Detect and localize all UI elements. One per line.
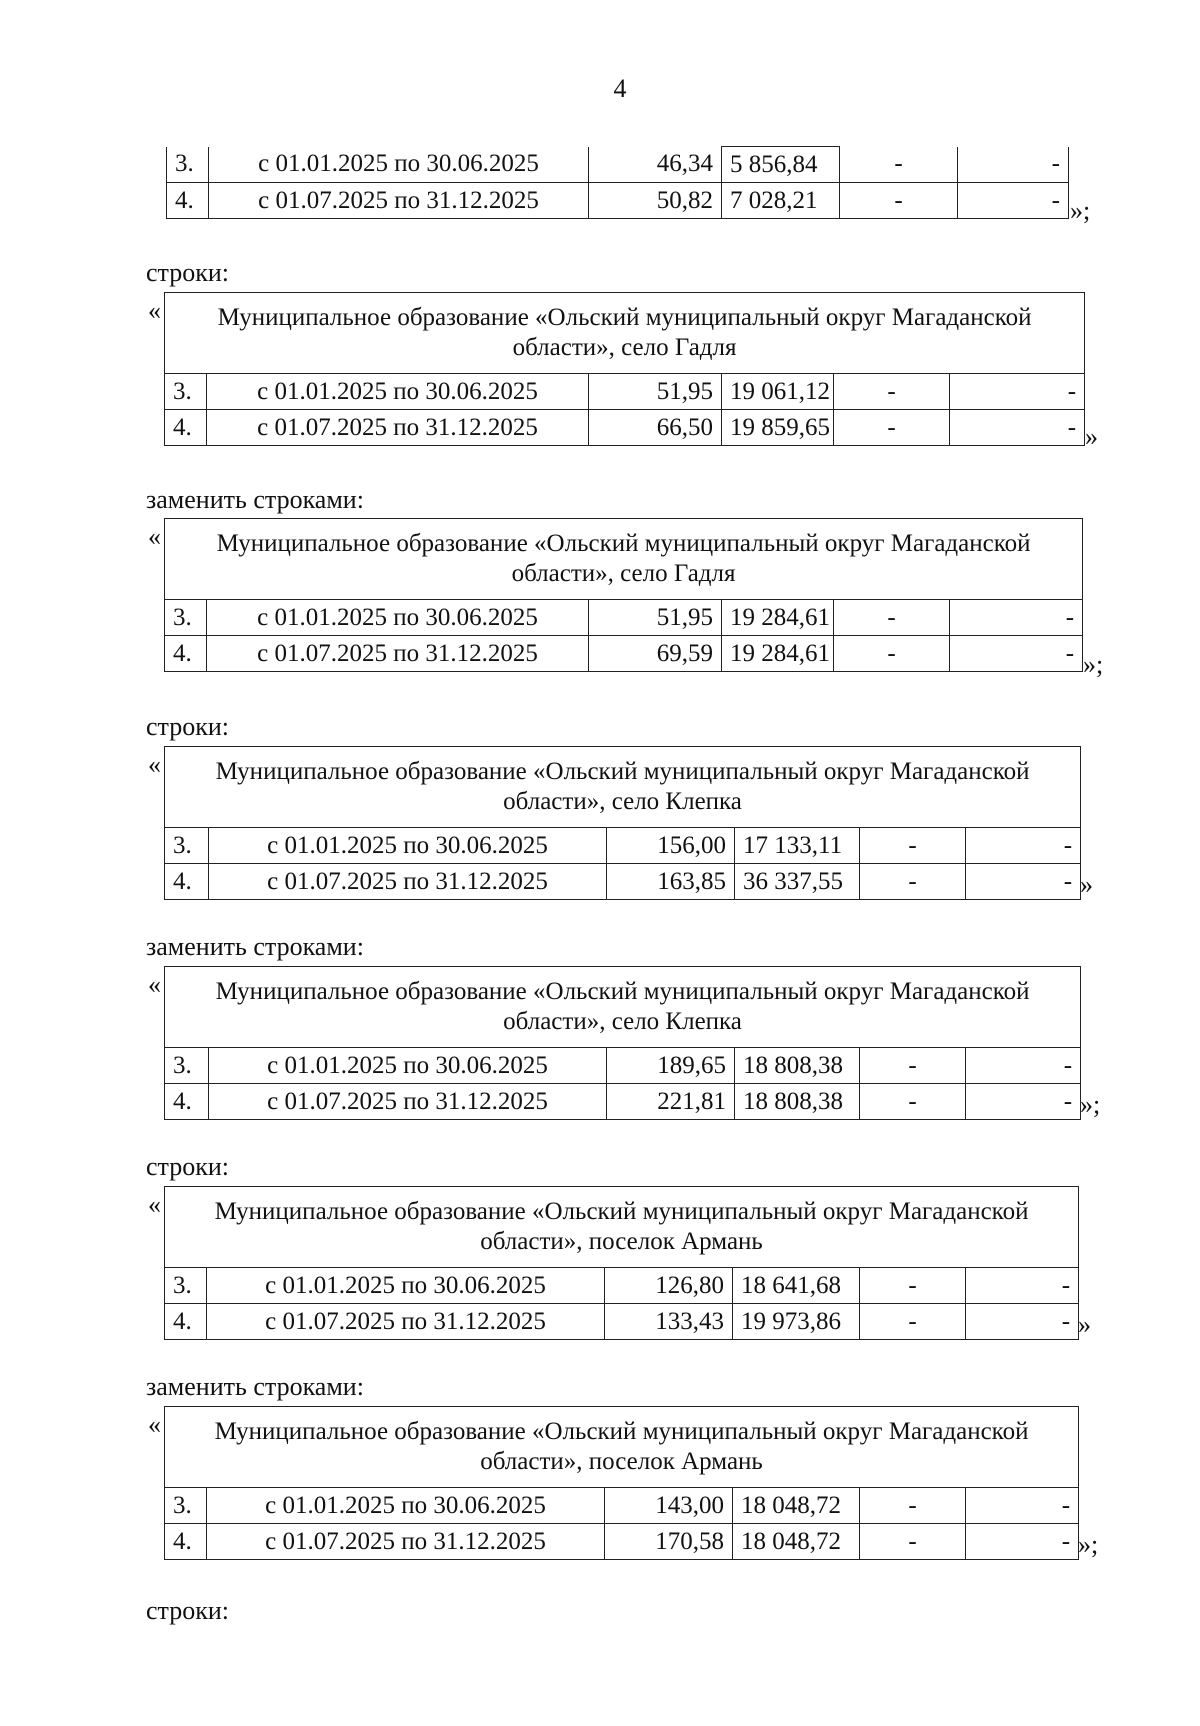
municipality-header: Муниципальное образование «Ольский муниципальный округ Магаданской области», село Гадля xyxy=(165,519,1083,600)
open-quote: « xyxy=(148,296,161,325)
row-value-2: 19 859,65 xyxy=(722,410,834,446)
table-row xyxy=(165,1524,1079,1560)
row-number: 4. xyxy=(165,410,207,446)
section-label: заменить строками: xyxy=(146,932,364,961)
row-number: 3. xyxy=(167,147,209,183)
row-dash-1: - xyxy=(860,828,966,864)
row-value-2: 18 048,72 xyxy=(733,1488,860,1524)
section-label: строки: xyxy=(146,1152,229,1181)
municipality-header: Муниципальное образование «Ольский муниципальный округ Магаданской области», поселок Армань xyxy=(165,1407,1079,1488)
table-row xyxy=(165,1304,1079,1340)
row-period: с 01.01.2025 по 30.06.2025 xyxy=(209,147,589,183)
row-number: 4. xyxy=(165,636,207,672)
row-value-2: 19 061,12 xyxy=(722,374,834,410)
top-table-close-mark: »; xyxy=(1070,196,1091,225)
table-header-row xyxy=(165,293,1085,374)
row-dash-1: - xyxy=(860,1268,966,1304)
table-row xyxy=(165,636,1083,672)
row-value-2: 18 808,38 xyxy=(735,1048,860,1084)
municipality-header: Муниципальное образование «Ольский муниципальный округ Магаданской области», село Клепка xyxy=(165,967,1081,1048)
row-value-2: 7 028,21 xyxy=(722,183,840,219)
table-row xyxy=(165,1488,1079,1524)
tariff-table xyxy=(164,1186,1079,1340)
section-label: заменить строками: xyxy=(146,1372,364,1401)
row-dash-1: - xyxy=(840,147,958,183)
top-tariff-table xyxy=(166,146,1069,219)
open-quote: « xyxy=(148,522,161,551)
footer-label: строки: xyxy=(146,1596,229,1625)
municipality-header: Муниципальное образование «Ольский муниципальный округ Магаданской области», село Гадля xyxy=(165,293,1085,374)
row-value-2: 36 337,55 xyxy=(735,864,860,900)
row-dash-2: - xyxy=(966,1488,1079,1524)
open-quote: « xyxy=(148,970,161,999)
row-dash-2: - xyxy=(966,1048,1081,1084)
municipality-header: Муниципальное образование «Ольский муниципальный округ Магаданской области», село Клепка xyxy=(165,747,1081,828)
row-value-2: 19 284,61 xyxy=(722,636,834,672)
table-row xyxy=(167,147,1069,183)
row-period: с 01.01.2025 по 30.06.2025 xyxy=(207,600,589,636)
row-value-2: 5 856,84 xyxy=(722,147,840,183)
row-period: с 01.01.2025 по 30.06.2025 xyxy=(207,1268,605,1304)
row-number: 4. xyxy=(165,1084,209,1120)
row-value-2: 18 048,72 xyxy=(733,1524,860,1560)
close-mark: »; xyxy=(1080,1090,1101,1119)
row-number: 3. xyxy=(165,374,207,410)
row-value-1: 46,34 xyxy=(589,147,722,183)
table-header-row xyxy=(165,1407,1079,1488)
row-number: 4. xyxy=(165,864,209,900)
row-number: 3. xyxy=(165,600,207,636)
row-value-1: 51,95 xyxy=(589,374,722,410)
row-value-1: 69,59 xyxy=(589,636,722,672)
row-period: с 01.07.2025 по 31.12.2025 xyxy=(209,183,589,219)
row-dash-2: - xyxy=(950,374,1085,410)
close-mark: » xyxy=(1085,422,1098,451)
row-dash-2: - xyxy=(966,1084,1081,1120)
tariff-table xyxy=(164,1406,1079,1560)
table-row xyxy=(167,183,1069,219)
row-dash-1: - xyxy=(860,1048,966,1084)
row-value-1: 221,81 xyxy=(607,1084,735,1120)
row-number: 3. xyxy=(165,828,209,864)
row-number: 4. xyxy=(167,183,209,219)
row-period: с 01.01.2025 по 30.06.2025 xyxy=(209,828,607,864)
row-number: 4. xyxy=(165,1524,207,1560)
row-dash-2: - xyxy=(966,1268,1079,1304)
row-period: с 01.07.2025 по 31.12.2025 xyxy=(209,864,607,900)
table-row xyxy=(165,600,1083,636)
row-dash-1: - xyxy=(834,600,950,636)
table-row xyxy=(165,864,1081,900)
row-period: с 01.01.2025 по 30.06.2025 xyxy=(207,1488,605,1524)
row-value-2: 19 973,86 xyxy=(733,1304,860,1340)
row-number: 4. xyxy=(165,1304,207,1340)
row-value-2: 18 808,38 xyxy=(735,1084,860,1120)
row-period: с 01.07.2025 по 31.12.2025 xyxy=(207,636,589,672)
table-header-row xyxy=(165,967,1081,1048)
table-row xyxy=(165,1048,1081,1084)
row-value-1: 51,95 xyxy=(589,600,722,636)
row-period: с 01.07.2025 по 31.12.2025 xyxy=(209,1084,607,1120)
row-dash-1: - xyxy=(840,183,958,219)
row-dash-2: - xyxy=(950,600,1083,636)
open-quote: « xyxy=(148,1410,161,1439)
tariff-table xyxy=(164,966,1081,1120)
row-value-1: 133,43 xyxy=(605,1304,733,1340)
table-header-row xyxy=(165,747,1081,828)
row-period: с 01.01.2025 по 30.06.2025 xyxy=(207,374,589,410)
row-value-2: 17 133,11 xyxy=(735,828,860,864)
table-row xyxy=(165,1268,1079,1304)
row-dash-2: - xyxy=(958,147,1069,183)
row-number: 3. xyxy=(165,1268,207,1304)
section-label: строки: xyxy=(146,258,229,287)
row-dash-2: - xyxy=(966,864,1081,900)
row-number: 3. xyxy=(165,1048,209,1084)
open-quote: « xyxy=(148,1190,161,1219)
row-dash-1: - xyxy=(860,864,966,900)
row-dash-2: - xyxy=(966,1304,1079,1340)
close-mark: »; xyxy=(1078,1530,1099,1559)
row-period: с 01.07.2025 по 31.12.2025 xyxy=(207,1524,605,1560)
table-row xyxy=(165,410,1085,446)
municipality-header: Муниципальное образование «Ольский муниципальный округ Магаданской области», поселок Армань xyxy=(165,1187,1079,1268)
row-value-2: 18 641,68 xyxy=(733,1268,860,1304)
row-value-1: 50,82 xyxy=(589,183,722,219)
tariff-table xyxy=(164,518,1083,672)
row-dash-1: - xyxy=(860,1304,966,1340)
row-dash-2: - xyxy=(950,636,1083,672)
row-period: с 01.01.2025 по 30.06.2025 xyxy=(209,1048,607,1084)
row-value-1: 126,80 xyxy=(605,1268,733,1304)
row-value-2: 19 284,61 xyxy=(722,600,834,636)
close-mark: » xyxy=(1080,870,1093,899)
row-dash-1: - xyxy=(860,1524,966,1560)
table-header-row xyxy=(165,1187,1079,1268)
row-period: с 01.07.2025 по 31.12.2025 xyxy=(207,410,589,446)
row-value-1: 66,50 xyxy=(589,410,722,446)
row-value-1: 156,00 xyxy=(607,828,735,864)
row-dash-1: - xyxy=(860,1084,966,1120)
close-mark: »; xyxy=(1083,650,1104,679)
row-period: с 01.07.2025 по 31.12.2025 xyxy=(207,1304,605,1340)
tariff-table xyxy=(164,292,1085,446)
table-row xyxy=(165,828,1081,864)
row-dash-2: - xyxy=(966,1524,1079,1560)
row-value-1: 163,85 xyxy=(607,864,735,900)
open-quote: « xyxy=(148,750,161,779)
row-value-1: 189,65 xyxy=(607,1048,735,1084)
row-dash-2: - xyxy=(966,828,1081,864)
row-dash-1: - xyxy=(834,636,950,672)
section-label: заменить строками: xyxy=(146,485,364,514)
table-row xyxy=(165,374,1085,410)
table-row xyxy=(165,1084,1081,1120)
section-label: строки: xyxy=(146,712,229,741)
tariff-table xyxy=(164,746,1081,900)
row-value-1: 170,58 xyxy=(605,1524,733,1560)
row-dash-1: - xyxy=(834,374,950,410)
row-dash-2: - xyxy=(950,410,1085,446)
row-dash-1: - xyxy=(860,1488,966,1524)
table-header-row xyxy=(165,519,1083,600)
row-value-1: 143,00 xyxy=(605,1488,733,1524)
row-dash-2: - xyxy=(958,183,1069,219)
row-dash-1: - xyxy=(834,410,950,446)
close-mark: » xyxy=(1078,1310,1091,1339)
page-number: 4 xyxy=(613,74,627,103)
row-number: 3. xyxy=(165,1488,207,1524)
